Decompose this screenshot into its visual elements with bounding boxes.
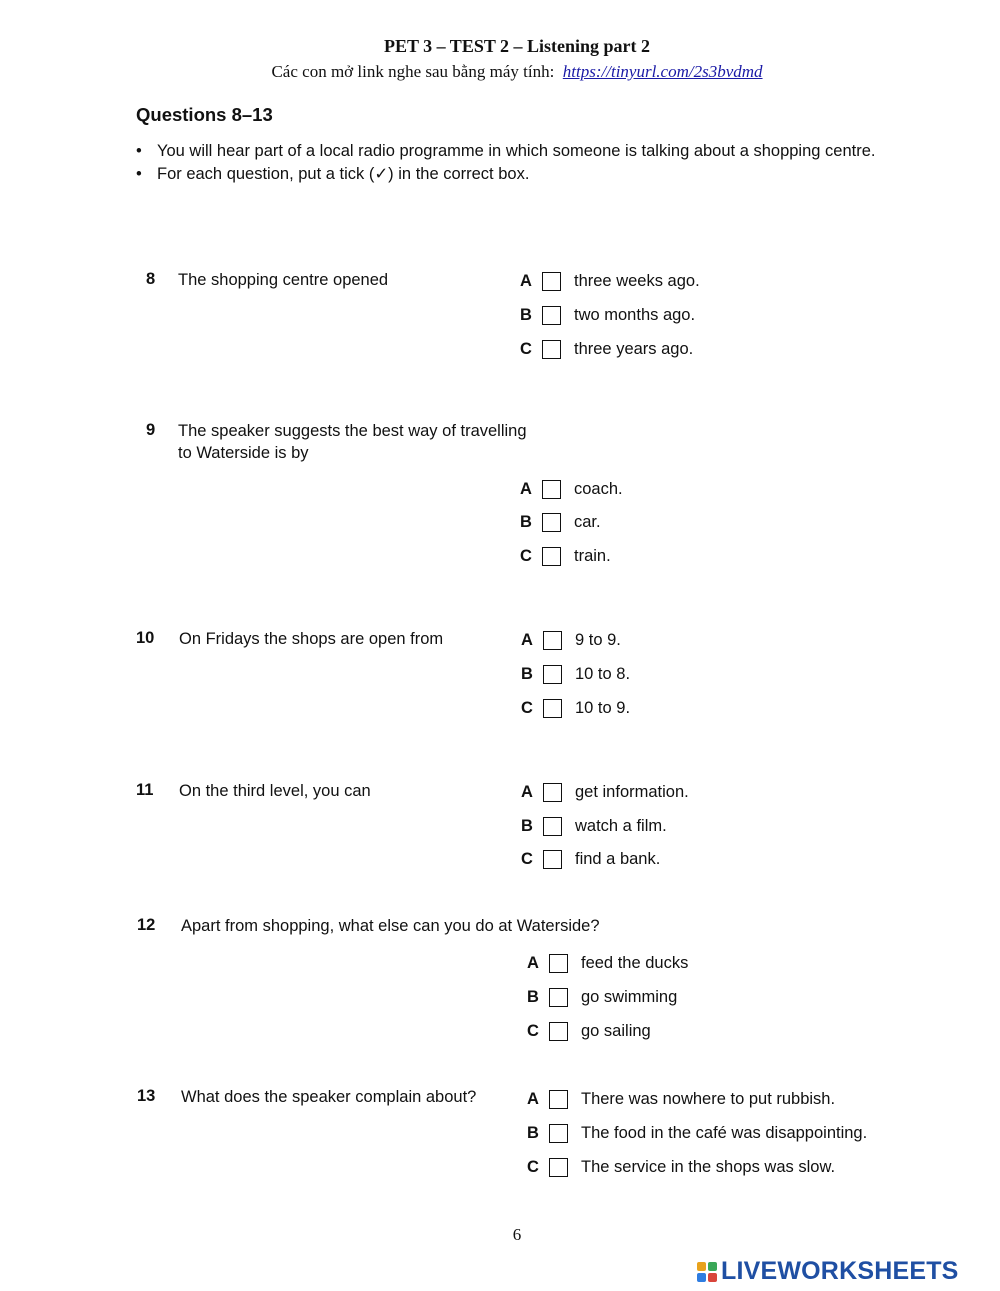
option-text: three years ago. <box>574 339 694 358</box>
tick-box[interactable] <box>543 631 562 650</box>
answer-option <box>527 1121 867 1145</box>
logo-tile <box>697 1273 706 1282</box>
answer-option <box>520 303 695 327</box>
option-text: There was nowhere to put rubbish. <box>581 1089 836 1108</box>
tick-box[interactable] <box>543 699 562 718</box>
option-letter: C <box>521 698 533 717</box>
tick-box[interactable] <box>542 272 561 291</box>
option-text: 10 to 8. <box>575 664 631 683</box>
option-letter: A <box>521 630 533 649</box>
option-text: get information. <box>575 782 689 801</box>
option-text: go sailing <box>581 1021 651 1040</box>
tick-box[interactable] <box>542 513 561 532</box>
question-text-line: to Waterside is by <box>178 444 309 462</box>
audio-link[interactable]: https://tinyurl.com/2s3bvdmd <box>562 62 763 81</box>
liveworksheets-icon <box>697 1262 717 1282</box>
option-letter: A <box>527 1089 539 1108</box>
answer-option <box>520 510 601 534</box>
question-text: Apart from shopping, what else can you do at Waterside? <box>181 917 600 935</box>
option-letter: A <box>520 479 532 498</box>
liveworksheets-logo[interactable] <box>697 1257 959 1286</box>
page-subtitle <box>0 62 1000 82</box>
answer-option <box>520 477 623 501</box>
answer-option <box>527 1087 835 1111</box>
option-text: The service in the shops was slow. <box>581 1157 836 1176</box>
tick-box[interactable] <box>542 340 561 359</box>
option-letter: C <box>520 339 532 358</box>
answer-option <box>521 628 621 652</box>
option-text: 9 to 9. <box>575 630 621 649</box>
answer-option <box>521 780 689 804</box>
tick-box[interactable] <box>549 954 568 973</box>
answer-option <box>527 951 688 975</box>
answer-option <box>527 985 677 1009</box>
logo-tile <box>708 1273 717 1282</box>
answer-option <box>521 847 660 871</box>
option-text: car. <box>574 512 601 531</box>
section-heading: Questions 8–13 <box>136 104 273 125</box>
option-letter: B <box>527 987 539 1006</box>
option-text: go swimming <box>581 987 678 1006</box>
tick-box[interactable] <box>542 480 561 499</box>
option-letter: B <box>527 1123 539 1142</box>
logo-tile <box>708 1262 717 1271</box>
option-letter: A <box>521 782 533 801</box>
question-text: The shopping centre opened <box>178 271 389 289</box>
tick-box[interactable] <box>543 817 562 836</box>
option-text: two months ago. <box>574 305 696 324</box>
question-number: 12 <box>137 916 156 934</box>
answer-option <box>520 544 611 568</box>
page-number: 6 <box>512 1225 522 1244</box>
tick-box[interactable] <box>543 783 562 802</box>
answer-option <box>527 1019 651 1043</box>
option-letter: C <box>527 1157 539 1176</box>
question-text: On Fridays the shops are open from <box>179 630 444 648</box>
page-title: PET 3 – TEST 2 – Listening part 2 <box>383 36 651 56</box>
tick-box[interactable] <box>549 1158 568 1177</box>
logo-tile <box>697 1262 706 1271</box>
answer-option <box>527 1155 835 1179</box>
question-text: On the third level, you can <box>179 782 371 800</box>
option-text: find a bank. <box>575 849 661 868</box>
option-letter: B <box>521 664 533 683</box>
answer-option <box>521 696 630 720</box>
subtitle-text: Các con mở link nghe sau bằng máy tính: <box>271 62 555 81</box>
option-text: watch a film. <box>575 816 667 835</box>
option-letter: A <box>527 953 539 972</box>
option-letter: A <box>520 271 532 290</box>
option-text: feed the ducks <box>581 953 689 972</box>
answer-option <box>521 814 667 838</box>
answer-option <box>520 337 693 361</box>
option-letter: B <box>521 816 533 835</box>
question-text: What does the speaker complain about? <box>181 1088 477 1106</box>
option-text: 10 to 9. <box>575 698 631 717</box>
option-text: train. <box>574 546 611 565</box>
question-number: 10 <box>136 629 155 647</box>
option-letter: C <box>527 1021 539 1040</box>
question-number: 13 <box>137 1087 156 1105</box>
question-number: 8 <box>146 270 156 288</box>
question-text-line: The speaker suggests the best way of travelling <box>178 422 527 440</box>
question-number: 9 <box>146 421 156 439</box>
tick-box[interactable] <box>549 1022 568 1041</box>
option-letter: C <box>521 849 533 868</box>
tick-box[interactable] <box>543 850 562 869</box>
logo-text: LIVEWORKSHEETS <box>721 1257 959 1285</box>
answer-option <box>520 269 700 293</box>
tick-box[interactable] <box>549 1124 568 1143</box>
question-text <box>178 420 527 464</box>
instructions-list <box>136 140 906 186</box>
instruction-item: • For each question, put a tick (✓) in the correct box. <box>136 163 906 185</box>
option-text: coach. <box>574 479 623 498</box>
tick-box[interactable] <box>549 988 568 1007</box>
question-number: 11 <box>136 781 154 799</box>
option-letter: C <box>520 546 532 565</box>
tick-box[interactable] <box>542 306 561 325</box>
tick-box[interactable] <box>542 547 561 566</box>
tick-box[interactable] <box>543 665 562 684</box>
option-letter: B <box>520 305 532 324</box>
option-text: three weeks ago. <box>574 271 700 290</box>
answer-option <box>521 662 630 686</box>
option-letter: B <box>520 512 532 531</box>
option-text: The food in the café was disappointing. <box>581 1123 868 1142</box>
instruction-item: • You will hear part of a local radio programme in which someone is talking about a shopping centre. <box>136 140 906 162</box>
tick-box[interactable] <box>549 1090 568 1109</box>
